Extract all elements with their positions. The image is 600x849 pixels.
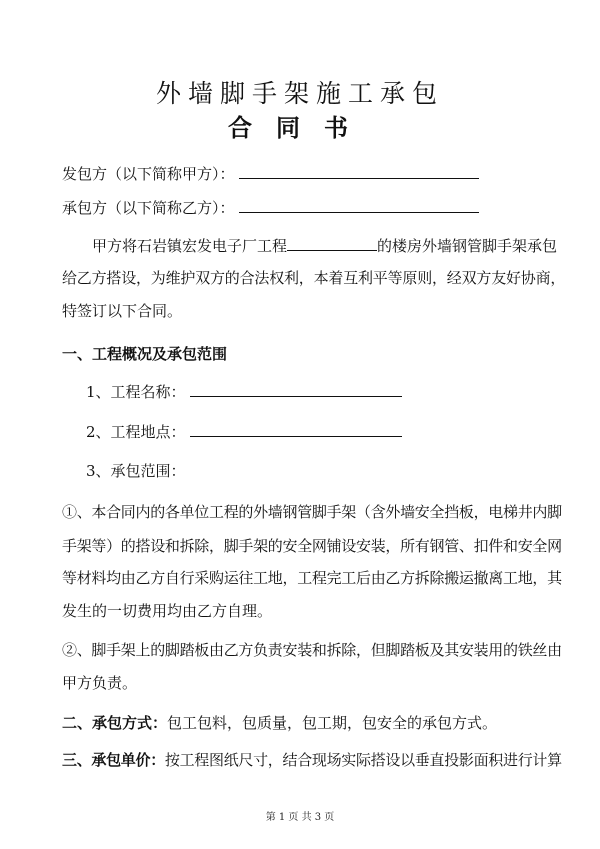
section-2-row	[62, 713, 497, 733]
intro-line-2: 给乙方搭设，为维护双方的合法权利，本着互利平等原则，经双方友好协商，	[62, 269, 566, 287]
section-1-heading: 一、工程概况及承包范围	[62, 345, 228, 363]
project-location-blank[interactable]	[190, 422, 402, 437]
scope-1-line-2: 手架等）的搭设和拆除，脚手架的安全网铺设安装，所有钢管、扣件和安全网	[62, 537, 562, 555]
project-blank[interactable]	[287, 236, 377, 251]
section-3-heading: 三、承包单价：	[62, 751, 165, 769]
project-name-label: 1、工程名称：	[86, 383, 186, 401]
scope-label: 3、承包范围：	[86, 462, 186, 480]
party-b-row	[62, 198, 479, 218]
section-3-row	[62, 750, 562, 770]
section-2-heading: 二、承包方式：	[62, 714, 168, 732]
section-3-text: 按工程图纸尺寸，结合现场实际搭设以垂直投影面积进行计算	[164, 751, 562, 769]
intro-line-1-pre: 甲方将石岩镇宏发电子厂工程	[92, 237, 288, 255]
party-b-label: 承包方（以下简称乙方）：	[62, 199, 235, 217]
project-location-label: 2、工程地点：	[86, 423, 186, 441]
scope-2-line-2: 甲方负责。	[62, 674, 138, 692]
intro-line-3: 特签订以下合同。	[62, 302, 183, 320]
page-footer: 第 1 页 共 3 页	[265, 812, 335, 823]
document-title: 外墙脚手架施工承包	[155, 79, 444, 108]
party-a-label: 发包方（以下简称甲方）：	[62, 165, 235, 183]
party-b-blank[interactable]	[239, 198, 479, 213]
section-2-text: 包工包料，包质量，包工期，包安全的承包方式。	[167, 714, 498, 732]
party-a-row	[62, 164, 479, 184]
project-name-blank[interactable]	[190, 382, 402, 397]
scope-1-line-4: 发生的一切费用均由乙方自理。	[62, 602, 273, 620]
scope-1-line-1: ①、本合同内的各单位工程的外墙钢管脚手架（含外墙安全挡板，电梯井内脚	[62, 503, 562, 521]
intro-line-1	[92, 236, 557, 256]
scope-2-line-1: ②、脚手架上的脚踏板由乙方负责安装和拆除，但脚踏板及其安装用的铁丝由	[62, 641, 562, 659]
project-location-row	[86, 422, 402, 442]
intro-line-1-post: 的楼房外墙钢管脚手架承包	[377, 237, 558, 255]
project-name-row	[86, 382, 402, 402]
document-subtitle: 合同书	[228, 113, 372, 142]
scope-1-line-3: 等材料均由乙方自行采购运往工地，工程完工后由乙方拆除搬运撤离工地，其	[62, 569, 562, 587]
party-a-blank[interactable]	[239, 164, 479, 179]
